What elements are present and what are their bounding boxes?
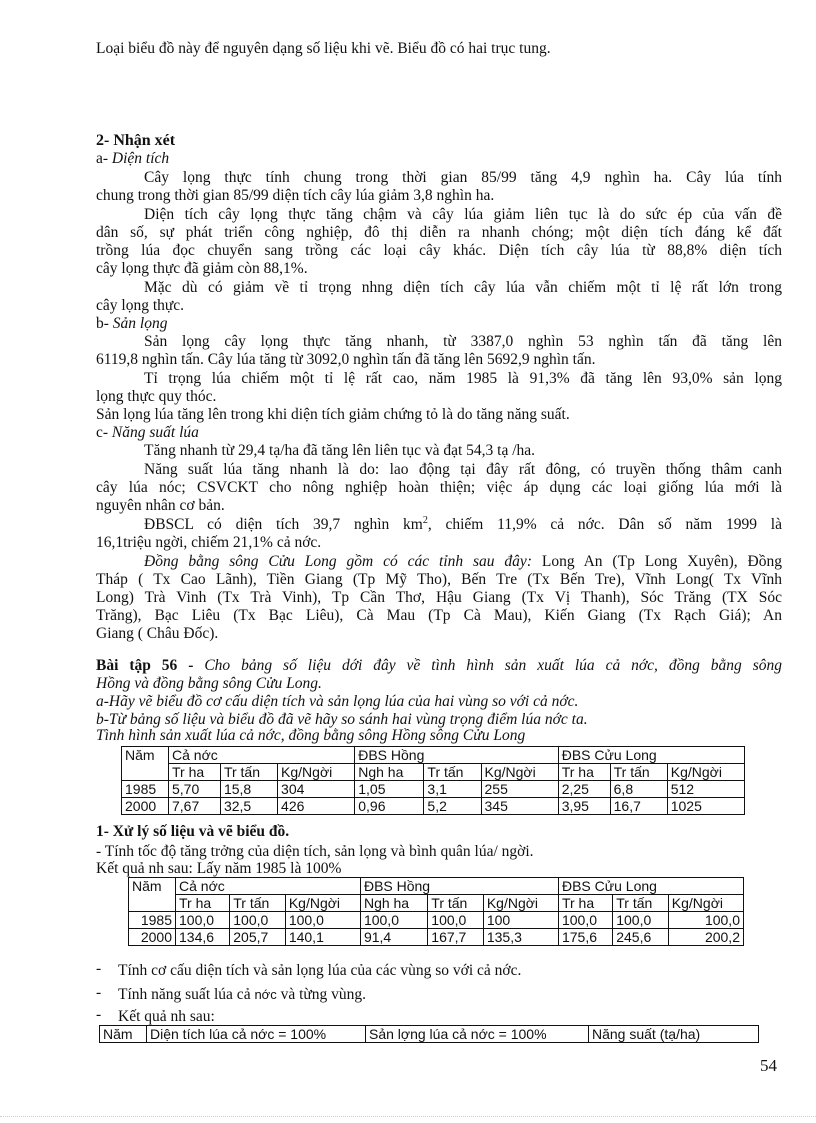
header-cell: ĐBS Hồng xyxy=(360,878,558,895)
subheading-san-luong xyxy=(96,315,782,333)
table-cell: 1985 xyxy=(122,781,169,798)
header-cell: Ngh ha xyxy=(355,764,424,781)
paragraph-line: Sản lọng cây lọng thực tăng nhanh, từ 3387,0 nghìn 53 nghìn tấn đã tăng lên xyxy=(144,333,782,350)
header-cell: Tr tấn xyxy=(610,764,667,781)
header-cell: Năm xyxy=(100,1026,147,1043)
paragraph-line: trồng lúa đọc chuyển sang trồng các loại cây khác. Diện tích cây lúa từ 88,8% diện tích xyxy=(96,242,782,259)
header-cell: Tr tấn xyxy=(613,895,669,912)
table-cell: 5,70 xyxy=(169,781,221,798)
table-cell: 0,96 xyxy=(355,798,424,815)
table-row xyxy=(129,929,744,946)
superscript: 2 xyxy=(422,514,428,526)
table-cell: 1025 xyxy=(667,798,744,815)
text-span: nớc xyxy=(254,987,277,1002)
exercise-number: Bài tập 56 - xyxy=(96,657,194,674)
header-cell: Kg/Ngời xyxy=(481,764,558,781)
subheading-label: a- xyxy=(96,150,109,167)
exercise-line: Hồng và đồng bằng sông Cửu Long. xyxy=(96,675,322,692)
text-span: ĐBSCL có diện tích 39,7 nghìn km xyxy=(144,516,423,533)
subheading-label: b- xyxy=(96,315,109,332)
bullet-text: Tính cơ cấu diện tích và sản lọng lúa của các vùng so với cả nớc. xyxy=(118,962,522,979)
paragraph-line-dbscl xyxy=(96,516,782,534)
table-cell: 100,0 xyxy=(613,912,669,929)
paragraph-line: chung trong thời gian 85/99 diện tích cây lúa giảm 3,8 nghìn ha. xyxy=(96,187,495,204)
paragraph-line: 6119,8 nghìn tấn. Cây lúa tăng từ 3092,0 nghìn tấn đã tăng lên 5692,9 nghìn tấn. xyxy=(96,351,596,368)
table-header-row xyxy=(100,1026,759,1043)
page-number: 54 xyxy=(760,1056,777,1075)
table-cell: 100,0 xyxy=(230,912,286,929)
exercise-title-text: Cho bảng số liệu dới đây về tình hình sản xuất lúa cả nớc, đồng bằng sông xyxy=(193,657,783,674)
table-cell: 255 xyxy=(481,781,558,798)
table-cell: 3,95 xyxy=(558,798,610,815)
paragraph-line: Sản lọng lúa tăng lên trong khi diện tích giảm chứng tỏ là do tăng năng suất. xyxy=(96,406,570,423)
subheading-title: Năng suất lúa xyxy=(111,424,199,441)
subheading-dien-tich xyxy=(96,150,782,168)
text-span: Tính năng suất lúa cả xyxy=(118,986,255,1003)
intro-text: Loại biểu đồ này để nguyên dạng số liệu khi vẽ. Biểu đồ có hai trục tung. xyxy=(96,40,551,57)
header-cell: Năng suất (tạ/ha) xyxy=(589,1026,759,1043)
bullet-dash: - xyxy=(96,960,102,977)
paragraph-line: Diện tích cây lọng thực tăng chậm và cây lúa giảm liên tục là do sức ép của vấn đề xyxy=(144,206,782,223)
table-cell: 134,6 xyxy=(176,929,230,946)
table-cell: 100,0 xyxy=(285,912,360,929)
table-row xyxy=(122,781,745,798)
section-heading-nhan-xet: 2- Nhận xét xyxy=(96,132,176,149)
header-cell: Kg/Ngời xyxy=(285,895,360,912)
header-cell: Tr tấn xyxy=(424,764,481,781)
paragraph-line: nguyên nhân cơ bản. xyxy=(96,497,225,514)
paragraph-line: dân số, sự phát triển công nghiệp, đô thị diễn ra nhanh chóng; một diện tích đáng kể đất xyxy=(96,224,782,241)
header-cell: Năm xyxy=(129,878,176,912)
text-span: , chiếm 11,9% cả nớc. Dân số năm 1999 là xyxy=(427,516,782,533)
table-header-row xyxy=(122,747,745,764)
exercise-line: a-Hãy vẽ biểu đồ cơ cấu diện tích và sản lọng lúa của hai vùng so với cả nớc. xyxy=(96,693,579,710)
bullet-text: Kết quả nh sau: xyxy=(118,1008,215,1025)
paragraph-line: Long) Trà Vinh (Tx Trà Vinh), Tp Cần Thơ, Hậu Giang (Tx Vị Thanh), Sóc Trăng (TX Sóc xyxy=(96,589,782,606)
paragraph-line: Cây lọng thực tính chung trong thời gian 85/99 tăng 4,9 nghìn ha. Cây lúa tính xyxy=(144,169,782,186)
exercise-line: b-Từ bảng số liệu và biểu đồ đã vẽ hãy so sánh hai vùng trọng điểm lúa nớc ta. xyxy=(96,711,588,728)
table-cell: 135,3 xyxy=(483,929,558,946)
page-bottom-divider xyxy=(0,1116,816,1117)
header-cell: Tr ha xyxy=(169,764,221,781)
header-cell: Năm xyxy=(122,747,169,781)
table-cell: 2,25 xyxy=(558,781,610,798)
table-cell: 100 xyxy=(483,912,558,929)
text-span-italic: Đồng bằng sông Cửu Long gồm có các tỉnh sau đây: xyxy=(144,553,532,570)
table-cell: 100,0 xyxy=(360,912,427,929)
header-cell: Kg/Ngời xyxy=(667,764,744,781)
table-cell: 100,0 xyxy=(176,912,230,929)
production-table xyxy=(121,746,745,815)
subheading-label: c- xyxy=(96,424,109,441)
paragraph-line: - Tính tốc độ tăng trởng của diện tích, sản lọng và bình quân lúa/ ngời. xyxy=(96,843,534,860)
table-subheader-row xyxy=(122,764,745,781)
table-caption: Tình hình sản xuất lúa cả nớc, đồng bằng sông Hồng sông Cửu Long xyxy=(96,727,526,744)
table-subheader-row xyxy=(129,895,744,912)
subheading-title: Sản lọng xyxy=(112,315,168,332)
table-cell: 15,8 xyxy=(220,781,277,798)
paragraph-line: Tăng nhanh từ 29,4 tạ/ha đã tăng lên liên tục và đạt 54,3 tạ /ha. xyxy=(144,442,536,459)
table-cell: 2000 xyxy=(129,929,176,946)
table-cell: 512 xyxy=(667,781,744,798)
paragraph-line: cây lúa nóc; CSVCKT cho nông nghiệp hoàn thiện; việc áp dụng các loại giống lúa mới là xyxy=(96,479,782,496)
table-cell: 7,67 xyxy=(169,798,221,815)
table-header-row xyxy=(129,878,744,895)
paragraph-line: 16,1triệu ngời, chiếm 21,1% cả nớc. xyxy=(96,534,322,551)
paragraph-line: Trăng), Bạc Liêu (Tx Bạc Liêu), Cà Mau (Tp Cà Mau), Kiến Giang (Tx Rạch Giá); An xyxy=(96,607,782,624)
paragraph-line: cây lọng thực. xyxy=(96,297,185,314)
table-cell: 205,7 xyxy=(230,929,286,946)
paragraph-line: Giang ( Châu Đốc). xyxy=(96,625,219,642)
table-cell: 1985 xyxy=(129,912,176,929)
table-cell: 304 xyxy=(278,781,355,798)
header-cell: Ngh ha xyxy=(360,895,427,912)
text-span: và từng vùng. xyxy=(276,986,367,1003)
table-cell: 100,0 xyxy=(428,912,484,929)
table-cell: 167,7 xyxy=(428,929,484,946)
paragraph-line: Kết quả nh sau: Lấy năm 1985 là 100% xyxy=(96,860,342,877)
table-cell: 245,6 xyxy=(613,929,669,946)
paragraph-line-provinces xyxy=(96,553,782,571)
header-cell: ĐBS Cửu Long xyxy=(558,747,744,764)
table-cell: 32,5 xyxy=(220,798,277,815)
table-cell: 5,2 xyxy=(424,798,481,815)
paragraph-line: lọng thực quy thóc. xyxy=(96,388,217,405)
paragraph-line: Mặc dù có giảm về tỉ trọng nhng diện tích cây lúa vẫn chiếm một tỉ lệ rất lớn trong xyxy=(144,279,782,296)
table-cell: 140,1 xyxy=(285,929,360,946)
header-cell: Tr tấn xyxy=(230,895,286,912)
header-cell: Tr tấn xyxy=(220,764,277,781)
header-cell: Tr ha xyxy=(558,764,610,781)
subheading-nang-suat xyxy=(96,424,782,442)
paragraph-line: cây lọng thực đã giảm còn 88,1%. xyxy=(96,260,308,277)
header-cell: Cả nớc xyxy=(176,878,361,895)
header-cell: ĐBS Hồng xyxy=(355,747,558,764)
header-cell: Tr ha xyxy=(558,895,612,912)
table-cell: 2000 xyxy=(122,798,169,815)
table-row xyxy=(122,798,745,815)
table-cell: 6,8 xyxy=(610,781,667,798)
bullet-dash: - xyxy=(96,984,102,1001)
table-cell: 16,7 xyxy=(610,798,667,815)
table-cell: 175,6 xyxy=(558,929,612,946)
header-cell: Tr tấn xyxy=(428,895,484,912)
header-cell: Tr ha xyxy=(176,895,230,912)
header-cell: Kg/Ngời xyxy=(668,895,743,912)
table-cell: 100,0 xyxy=(668,912,743,929)
header-cell: Cả nớc xyxy=(169,747,355,764)
header-cell: Diện tích lúa cả nớc = 100% xyxy=(147,1026,366,1043)
table-cell: 200,2 xyxy=(668,929,743,946)
exercise-title xyxy=(96,657,782,675)
bullet-text xyxy=(118,986,778,1004)
subheading-title: Diện tích xyxy=(111,150,170,167)
paragraph-line: Năng suất lúa tăng nhanh là do: lao động tại đây rất đông, có truyền thống thâm canh xyxy=(144,461,782,478)
section-heading-xu-ly: 1- Xử lý số liệu và vẽ biểu đồ. xyxy=(96,823,290,840)
paragraph-line: Tháp ( Tx Cao Lãnh), Tiền Giang (Tp Mỹ Tho), Bến Tre (Tx Bến Tre), Vĩnh Long( Tx Vĩnh xyxy=(96,571,782,588)
text-span: Long An (Tp Long Xuyên), Đồng xyxy=(531,553,782,570)
header-cell: Kg/Ngời xyxy=(483,895,558,912)
structure-table-header xyxy=(99,1025,759,1043)
paragraph-line: Tỉ trọng lúa chiếm một tỉ lệ rất cao, năm 1985 là 91,3% đã tăng lên 93,0% sản lọng xyxy=(144,370,782,387)
table-cell: 426 xyxy=(278,798,355,815)
bullet-dash: - xyxy=(96,1006,102,1023)
header-cell: Kg/Ngời xyxy=(278,764,355,781)
table-cell: 3,1 xyxy=(424,781,481,798)
table-cell: 100,0 xyxy=(558,912,612,929)
table-cell: 91,4 xyxy=(360,929,427,946)
table-row xyxy=(129,912,744,929)
header-cell: ĐBS Cửu Long xyxy=(558,878,743,895)
header-cell: Sản lợng lúa cả nớc = 100% xyxy=(366,1026,589,1043)
growth-index-table xyxy=(128,877,744,946)
table-cell: 345 xyxy=(481,798,558,815)
table-cell: 1,05 xyxy=(355,781,424,798)
